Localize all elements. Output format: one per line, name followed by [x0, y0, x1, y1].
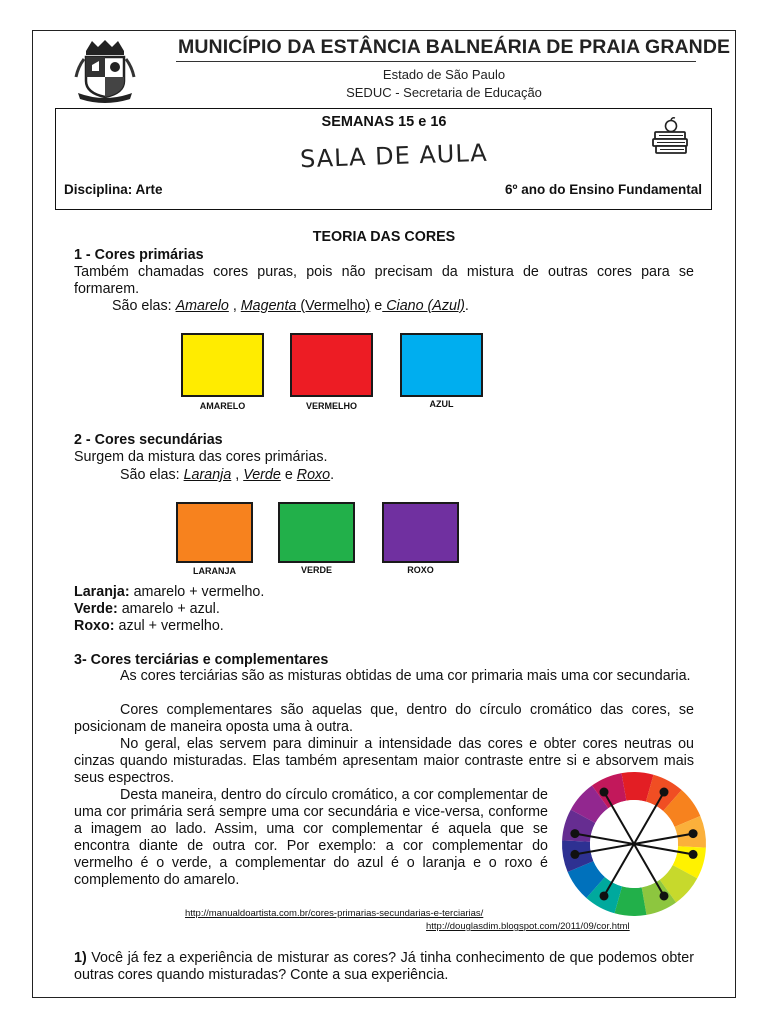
- grade-label: 6º ano do Ensino Fundamental: [505, 182, 702, 197]
- swatch-label: VERMELHO: [305, 401, 357, 411]
- swatch-label: VERDE: [300, 565, 332, 575]
- subject-label: Disciplina: Arte: [64, 182, 163, 197]
- department-name: SEDUC - Secretaria de Educação: [346, 85, 542, 100]
- tertiary-paragraph-2: Cores complementares são aquelas que, dentro do círculo cromático das cores, se posicionam de maneira oposta uma à outra.: [74, 702, 694, 735]
- swatch-orange: [176, 502, 253, 563]
- swatch-label: LARANJA: [192, 566, 236, 576]
- complement-dot: [570, 850, 579, 859]
- municipality-title: MUNICÍPIO DA ESTÂNCIA BALNEÁRIA DE PRAIA GRANDE: [178, 36, 731, 58]
- complement-dot: [689, 829, 698, 838]
- room-title: SALA DE AULA: [299, 138, 489, 174]
- swatch-label: AZUL: [429, 399, 454, 409]
- tertiary-paragraph-4: Desta maneira, dentro do círculo cromático, a cor complementar de uma cor primária será sempre uma cor secundária e vice-versa, conforme a imagem ao lado. Assim, uma cor complementar é aquela que se encontra diante de outra cor. Por exemplo: a cor complementar do vermelho é o verde, a complementar do azul é o laranja e o roxo é complemento do amarelo.: [74, 787, 548, 888]
- swatch-green: [278, 502, 355, 563]
- complement-dot: [570, 829, 579, 838]
- question-1: 1) Você já fez a experiência de misturar as cores? Já tinha conhecimento de que podemos obter outras cores quando misturadas? Conte a sua experiência.: [74, 950, 694, 983]
- complement-dot: [600, 891, 609, 900]
- source-link[interactable]: http://douglasdim.blogspot.com/2011/09/cor.html: [426, 921, 630, 932]
- secondary-list: São elas: Laranja , Verde e Roxo.: [120, 467, 335, 483]
- complement-dot: [660, 891, 669, 900]
- swatch-label: AMARELO: [199, 401, 246, 411]
- primary-heading: 1 - Cores primárias: [74, 247, 204, 263]
- source-link[interactable]: http://manualdoartista.com.br/cores-primarias-secundarias-e-terciarias/: [185, 908, 484, 919]
- tertiary-paragraph-1: As cores terciárias são as misturas obtidas de uma cor primaria mais uma cor secundaria.: [120, 668, 691, 684]
- primary-list: São elas: Amarelo , Magenta (Vermelho) e Ciano (Azul).: [112, 298, 469, 314]
- weeks-label: SEMANAS 15 e 16: [321, 114, 447, 130]
- secondary-description: Surgem da mistura das cores primárias.: [74, 449, 328, 465]
- header-divider: [176, 61, 696, 62]
- mix-orange: Laranja: amarelo + vermelho.: [74, 584, 265, 600]
- section-title: TEORIA DAS CORES: [312, 229, 456, 245]
- mix-green: Verde: amarelo + azul.: [74, 601, 220, 617]
- complement-dot: [689, 850, 698, 859]
- complement-dot: [660, 788, 669, 797]
- swatch-label: ROXO: [407, 565, 434, 575]
- books-apple-icon: [650, 117, 690, 157]
- secondary-heading: 2 - Cores secundárias: [74, 432, 223, 448]
- swatch-blue: [400, 333, 483, 397]
- color-wheel-image: [556, 770, 712, 918]
- tertiary-paragraph-3: No geral, elas servem para diminuir a intensidade das cores e obter cores neutras ou cinzas quando misturadas. Elas também apresentam maior contraste entre si e absorvem mais seus espectros.: [74, 736, 694, 786]
- primary-description: Também chamadas cores puras, pois não precisam da mistura de outras cores para se formarem.: [74, 264, 694, 297]
- complement-dot: [600, 788, 609, 797]
- mix-purple: Roxo: azul + vermelho.: [74, 618, 224, 634]
- swatch-yellow: [181, 333, 264, 397]
- swatch-purple: [382, 502, 459, 563]
- state-name: Estado de São Paulo: [382, 67, 506, 82]
- swatch-red: [290, 333, 373, 397]
- tertiary-heading: 3- Cores terciárias e complementares: [74, 652, 329, 668]
